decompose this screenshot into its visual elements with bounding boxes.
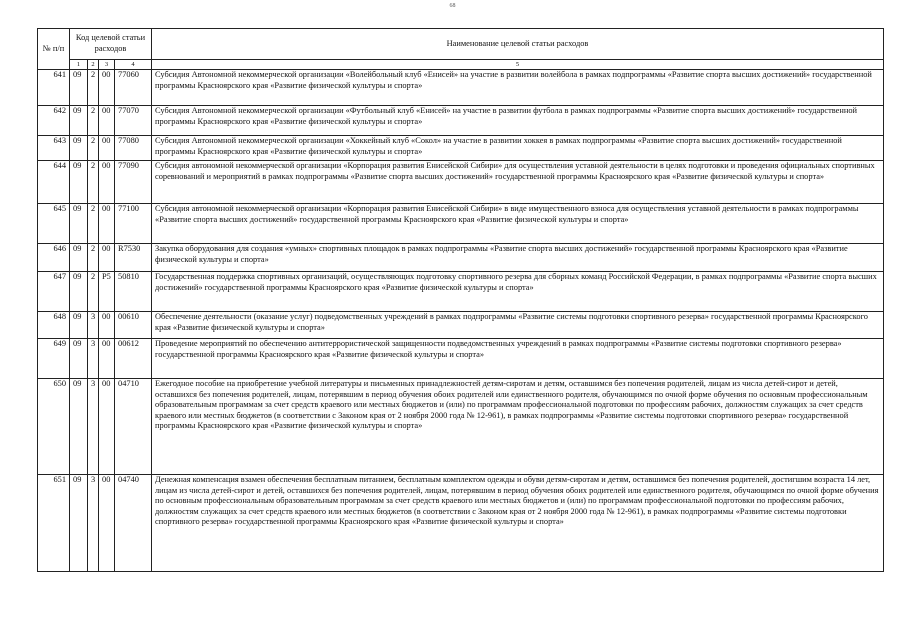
code-part-2: 2 (88, 161, 99, 204)
code-part-4: 00612 (115, 339, 152, 379)
row-number: 648 (38, 312, 70, 339)
header-name: Наименование целевой статьи расходов (152, 29, 884, 60)
code-part-2: 2 (88, 70, 99, 106)
code-part-2: 2 (88, 106, 99, 136)
code-part-3: 00 (99, 204, 115, 244)
table-row (38, 379, 884, 475)
col-number: 2 (88, 60, 99, 70)
code-part-2: 2 (88, 244, 99, 272)
row-description: Субсидия Автономной некоммерческой организации «Волейбольный клуб «Енисей» на участие в развитии волейбола в рамках подпрограммы «Развитие спорта высших достижений» государственной программы Красноярского края «Развитие физической культуры и спорта» (152, 70, 884, 106)
table-row (38, 475, 884, 572)
row-description: Субсидия Автономной некоммерческой организации «Хоккейный клуб «Сокол» на участие в развитии хоккея в рамках подпрограммы «Развитие спорта высших достижений» государственной программы Красноярского края «Развитие физической культуры и спорта» (152, 136, 884, 161)
row-number: 643 (38, 136, 70, 161)
code-part-1: 09 (70, 272, 88, 312)
code-part-3: 00 (99, 379, 115, 475)
code-part-1: 09 (70, 312, 88, 339)
code-part-2: 3 (88, 312, 99, 339)
row-number: 642 (38, 106, 70, 136)
table-row (38, 204, 884, 244)
code-part-2: 3 (88, 379, 99, 475)
code-part-4: 00610 (115, 312, 152, 339)
row-number: 645 (38, 204, 70, 244)
code-part-1: 09 (70, 244, 88, 272)
code-part-2: 3 (88, 475, 99, 572)
row-number: 651 (38, 475, 70, 572)
code-part-3: 00 (99, 475, 115, 572)
code-part-3: 00 (99, 136, 115, 161)
row-description: Субсидия Автономной некоммерческой организации «Футбольный клуб «Енисей» на участие в развитии футбола в рамках подпрограммы «Развитие спорта высших достижений» государственной программы Красноярского края «Развитие физической культуры и спорта» (152, 106, 884, 136)
row-number: 650 (38, 379, 70, 475)
row-number: 647 (38, 272, 70, 312)
row-number: 641 (38, 70, 70, 106)
code-part-1: 09 (70, 204, 88, 244)
header-row (38, 29, 884, 60)
col-number: 1 (70, 60, 88, 70)
code-part-2: 2 (88, 136, 99, 161)
header-column-numbers (38, 60, 884, 70)
row-description: Обеспечение деятельности (оказание услуг) подведомственных учреждений в рамках подпрограммы «Развитие системы подготовки спортивного резерва» государственной программы Красноярского края «Развитие физической культуры и спорта» (152, 312, 884, 339)
row-description: Субсидия автономной некоммерческой организации «Корпорация развития Енисейской Сибири» в виде имущественного взноса для осуществления уставной деятельности в рамках подпрограммы «Развитие спорта высших достижений» государственной программы Красноярского края «Развитие физической культуры и спорта» (152, 204, 884, 244)
code-part-2: 3 (88, 339, 99, 379)
code-part-4: 77090 (115, 161, 152, 204)
code-part-3: 00 (99, 339, 115, 379)
page-number: 68 (449, 3, 456, 9)
code-part-4: 04710 (115, 379, 152, 475)
table-row (38, 339, 884, 379)
code-part-1: 09 (70, 161, 88, 204)
col-number: 5 (152, 60, 884, 70)
code-part-3: 00 (99, 70, 115, 106)
row-description: Закупка оборудования для создания «умных» спортивных площадок в рамках подпрограммы «Развитие спорта высших достижений» государственной программы Красноярского края «Развитие физической культуры и спорта» (152, 244, 884, 272)
row-description: Ежегодное пособие на приобретение учебной литературы и письменных принадлежностей детям-сиротам и детям, оставшимся без попечения родителей, лицам из числа детей-сирот и детей, оставшихся без попечения родителей, лицам, потерявшим в период обучения обоих родителей или единственного родителя, обучающимся по очной форме обучения по основным профессиональным образовательным программам за счет средств краевого или местных бюджетов и (или) по программам профессиональной подготовки по профессиям рабочих, должностям служащих за счет средств краевого или местных бюджетов (в соответствии с Законом края от 2 ноября 2000 года № 12-961), в рамках подпрограммы «Развитие системы подготовки спортивного резерва» государственной программы Красноярского края «Развитие физической культуры и спорта» (152, 379, 884, 475)
code-part-3: 00 (99, 106, 115, 136)
table-row (38, 161, 884, 204)
code-part-4: R7530 (115, 244, 152, 272)
budget-table (37, 28, 884, 572)
header-num: № п/п (38, 29, 70, 70)
code-part-4: 77080 (115, 136, 152, 161)
row-description: Проведение мероприятий по обеспечению антитеррористической защищенности подведомственных учреждений в рамках подпрограммы «Развитие системы подготовки спортивного резерва» государственной программы Красноярского края «Развитие физической культуры и спорта» (152, 339, 884, 379)
code-part-4: 77060 (115, 70, 152, 106)
code-part-3: 00 (99, 244, 115, 272)
code-part-1: 09 (70, 339, 88, 379)
table-row (38, 244, 884, 272)
row-description: Государственная поддержка спортивных организаций, осуществляющих подготовку спортивного резерва для сборных команд Российской Федерации, в рамках подпрограммы «Развитие спорта высших достижений» государственной программы Красноярского края «Развитие физической культуры и спорта» (152, 272, 884, 312)
table-row (38, 136, 884, 161)
table-row (38, 70, 884, 106)
code-part-1: 09 (70, 136, 88, 161)
col-number: 4 (115, 60, 152, 70)
code-part-4: 77100 (115, 204, 152, 244)
code-part-1: 09 (70, 379, 88, 475)
code-part-2: 2 (88, 204, 99, 244)
code-part-4: 77070 (115, 106, 152, 136)
code-part-3: 00 (99, 312, 115, 339)
code-part-2: 2 (88, 272, 99, 312)
row-description: Субсидия автономной некоммерческой организации «Корпорация развития Енисейской Сибири» для осуществления уставной деятельности в целях подготовки и проведения официальных спортивных соревнований и мероприятий в рамках подпрограммы «Развитие спорта высших достижений» государственной программы Красноярского края «Развитие физической культуры и спорта» (152, 161, 884, 204)
code-part-4: 04740 (115, 475, 152, 572)
table-row (38, 312, 884, 339)
row-description: Денежная компенсация взамен обеспечения бесплатным питанием, бесплатным комплектом одежды и обуви детям-сиротам и детям, оставшимся без попечения родителей, достигшим возраста 14 лет, лицам из числа детей-сирот и детей, оставшихся без попечения родителей, лицам, потерявшим в период обучения обоих родителей или единственного родителя, обучающимся по очной форме обучения по основным профессиональным образовательным программам за счет средств краевого или местных бюджетов и (или) по программам профессиональной подготовки по профессиям рабочих, должностям служащих за счет средств краевого или местных бюджетов (в соответствии с Законом края от 2 ноября 2000 года № 12-961), в рамках подпрограммы «Развитие системы подготовки спортивного резерва» государственной программы Красноярского края «Развитие физической культуры и спорта» (152, 475, 884, 572)
row-number: 646 (38, 244, 70, 272)
code-part-1: 09 (70, 475, 88, 572)
row-number: 649 (38, 339, 70, 379)
header-code: Код целевой статьи расходов (70, 29, 152, 60)
code-part-1: 09 (70, 106, 88, 136)
code-part-1: 09 (70, 70, 88, 106)
code-part-3: P5 (99, 272, 115, 312)
code-part-4: 50810 (115, 272, 152, 312)
code-part-3: 00 (99, 161, 115, 204)
table-row (38, 272, 884, 312)
table-row (38, 106, 884, 136)
col-number: 3 (99, 60, 115, 70)
row-number: 644 (38, 161, 70, 204)
